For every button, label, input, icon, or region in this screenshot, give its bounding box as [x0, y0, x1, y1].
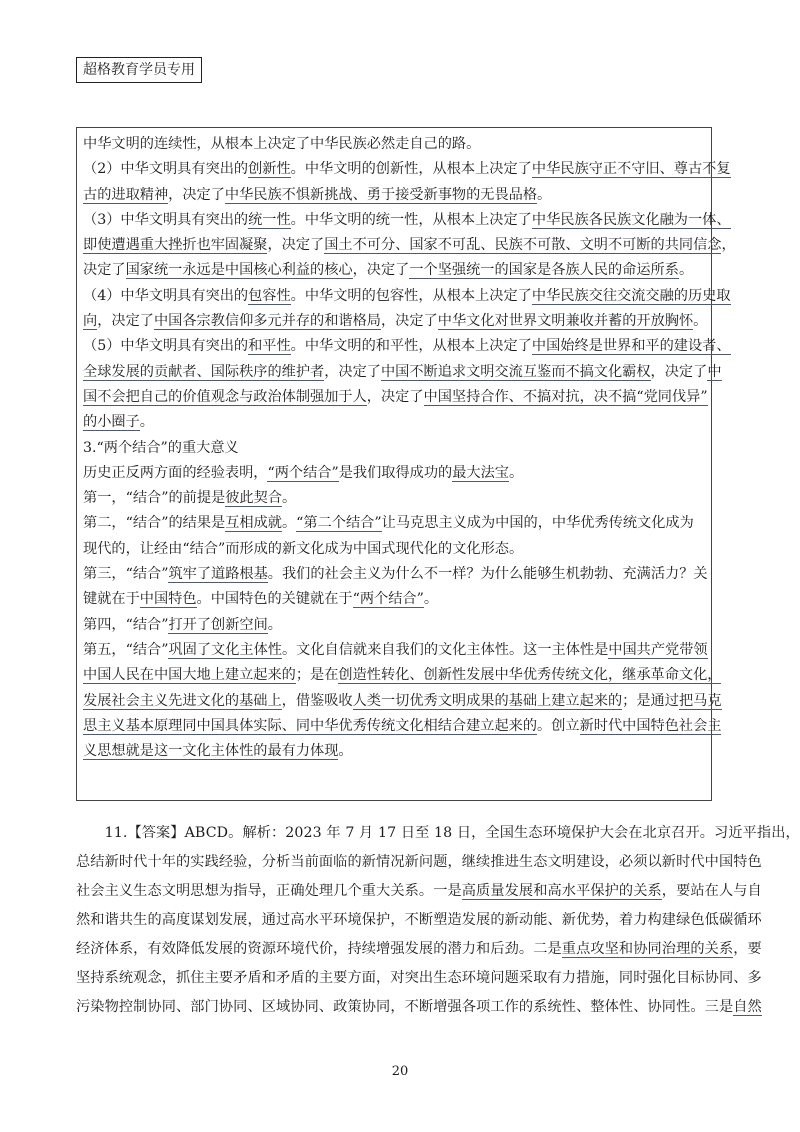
box-text-line: [83, 436, 705, 461]
text-segment: ，决定了: [324, 363, 381, 380]
underlined-key-phrase: “两个结合”: [267, 464, 339, 481]
box-text-line: [83, 233, 736, 258]
box-text-line: [83, 157, 731, 182]
underlined-key-phrase: 高质量发展和高水平保护的关系: [461, 883, 662, 899]
answer-text-line: [76, 877, 762, 906]
box-text-line: [83, 334, 731, 359]
underlined-key-phrase: 中国特色: [139, 591, 197, 608]
box-text-line: [83, 360, 722, 385]
underlined-key-phrase: 筑牢了道路根基: [168, 566, 268, 583]
answer-text-line: [76, 906, 762, 935]
underlined-key-phrase: 向: [83, 313, 98, 330]
text-segment: ；是通过: [622, 692, 679, 709]
text-segment: 污染物控制协同、部门协同、区域协同、政策协同，不断增强各项工作的系统性、整体性、协同性。三是: [76, 999, 734, 1015]
box-text-line: [83, 486, 705, 511]
underlined-key-phrase: 思主义基本原理同中国具体实际、同中华优秀传统文化相结合建立起来的: [83, 717, 538, 734]
underlined-key-phrase: 中华民族交往交流交融的历史取: [531, 287, 731, 304]
text-segment: 总结新时代十年的实践经验，分析当前面临的新情况新问题，继续推进生态文明建设，必须以新时代中国特色: [76, 854, 762, 870]
text-segment: （5）中华文明具有突出的: [83, 338, 249, 355]
text-segment: ，决定了: [366, 388, 424, 405]
text-segment: 现代的，让经由“结合”而形成的新文化成为中国式现代化的文化形态。: [83, 540, 524, 557]
text-segment: 社会主义生态文明思想为指导，正确处理几个重大关系。一是: [76, 883, 462, 899]
box-text-line: [83, 714, 722, 739]
text-segment: 。: [693, 313, 708, 330]
text-segment: 坚持系统观念，抓住主要矛盾和矛盾的主要方面，对突出生态环境问题采取有力措施，同时强化目标协同、多: [76, 970, 762, 986]
box-text-line: [83, 663, 722, 688]
underlined-key-phrase: 创新性: [248, 161, 291, 178]
text-segment: 。: [423, 591, 439, 608]
text-segment: ，要: [733, 941, 762, 957]
text-segment: 。中国特色的关键就在于: [196, 591, 353, 608]
underlined-key-phrase: 重点攻坚和协同治理的关系: [561, 941, 734, 957]
box-text-line: [83, 309, 708, 334]
answer-text-line: [76, 848, 762, 877]
text-segment: 。创立: [537, 717, 580, 734]
text-segment: 。: [281, 490, 297, 507]
answer-text-line: [76, 819, 800, 848]
box-text-line: [83, 385, 708, 410]
box-text-line: [83, 739, 705, 764]
answer-text-line: [76, 935, 762, 964]
underlined-key-phrase: 发展社会主义先进文化的基础上: [83, 692, 282, 709]
text-segment: （2）中华文明具有突出的: [83, 161, 249, 178]
underlined-key-phrase: 巩固了文化主体性: [168, 641, 282, 658]
text-segment: 。中华文明的包容性，从根本上决定了: [290, 287, 532, 304]
underlined-key-phrase: “第二个结合”: [296, 515, 382, 532]
text-segment: 历史正反两方面的经验表明，: [83, 464, 268, 481]
box-text-line: [83, 537, 705, 562]
box-text-line: [83, 258, 705, 283]
text-segment: 。: [281, 515, 297, 532]
box-text-line: [83, 613, 705, 638]
box-text-line: [83, 587, 705, 612]
text-segment: ，决定了: [97, 313, 154, 330]
header-tag: 超格教育学员专用: [76, 57, 202, 83]
underlined-key-phrase: 人类一切优秀文明成果的基础上建立起来的: [352, 692, 623, 709]
underlined-key-phrase: 中国人民在中国大地上建立起来的: [83, 667, 296, 684]
text-segment: ；是在: [295, 667, 339, 684]
text-segment: 。中华文明的统一性，从根本上决定了: [290, 211, 532, 228]
box-text-line: [83, 132, 705, 157]
underlined-key-phrase: 最大法宝: [452, 464, 509, 481]
text-segment: 。中华文明的和平性，从根本上决定了: [290, 338, 532, 355]
answer-text-line: [76, 993, 762, 1022]
text-segment: ，决定了: [168, 186, 225, 203]
box-text-line: [83, 461, 705, 486]
underlined-key-phrase: 国土不可分、国家不可乱、民族不可散、文明不可断的共同信念: [324, 237, 722, 254]
text-segment: 。: [537, 186, 552, 203]
underlined-key-phrase: 中国共产党带领: [608, 641, 708, 658]
box-text-line: [83, 183, 705, 208]
text-segment: ，借鉴吸收: [281, 692, 353, 709]
text-segment: ，决定了: [380, 313, 438, 330]
underlined-key-phrase: 和平性: [248, 338, 291, 355]
text-segment: 11.【答案】ABCD。解析：2023 年 7 月 17 日至 18 日，全国生态环境保护大会在北京召开。习近平指出，: [76, 825, 800, 841]
text-segment: 。文化自信就来自我们的文化主体性。这一主体性是: [281, 641, 609, 658]
answer-text-line: [76, 964, 762, 993]
text-segment: 。: [509, 464, 524, 481]
box-text-line: [83, 208, 731, 233]
underlined-key-phrase: 中国各宗教信仰多元并存的和谐格局: [153, 313, 381, 330]
underlined-key-phrase: 中: [707, 363, 722, 380]
underlined-key-phrase: 打开了创新空间: [168, 616, 268, 633]
text-segment: ，决定了: [650, 363, 708, 380]
underlined-key-phrase: 中华民族不惧新挑战、勇于接受新事物的无畏品格: [224, 186, 538, 203]
text-segment: 。: [139, 414, 154, 431]
underlined-key-phrase: 中华文化对世界文明兼收并蓄的开放胸怀: [437, 313, 694, 330]
text-segment: 让马克思主义成为中国的，中华优秀传统文化成为: [381, 515, 694, 532]
page-number: 20: [391, 1064, 409, 1079]
underlined-key-phrase: 的小圈子: [83, 414, 140, 431]
text-segment: 决定了: [83, 262, 126, 279]
text-segment: 第三，“结合”: [83, 566, 169, 583]
text-segment: （4）中华文明具有突出的: [83, 287, 249, 304]
underlined-key-phrase: 创造性转化、创新性发展中华优秀传统文化，继承革命文化，: [338, 667, 722, 684]
underlined-key-phrase: 中国不断追求文明交流互鉴而不搞文化霸权: [380, 363, 651, 380]
underlined-key-phrase: 新时代中国特色社会主: [579, 717, 722, 734]
underlined-key-phrase: “两个结合”: [352, 591, 424, 608]
text-segment: 3.“两个结合”的重大意义: [83, 439, 239, 456]
underlined-key-phrase: 把马克: [678, 692, 722, 709]
text-segment: 。: [267, 616, 282, 633]
underlined-key-phrase: 中国始终是世界和平的建设者、: [531, 338, 731, 355]
underlined-key-phrase: 包容性: [248, 287, 291, 304]
box-text-line: [83, 511, 705, 536]
text-segment: ，: [721, 237, 736, 254]
answer-section: [76, 819, 800, 1022]
text-segment: 中华文明的连续性，从根本上决定了中华民族必然走自己的路。: [83, 136, 481, 152]
underlined-key-phrase: 中国坚持合作、不搞对抗，决不搞“党同伐异”: [423, 388, 708, 405]
box-text-line: [83, 284, 731, 309]
underlined-key-phrase: 全球发展的贡献者、国际秩序的维护者: [83, 363, 325, 380]
box-text-line: [83, 689, 722, 714]
text-segment: 经济体系，有效降低发展的资源环境代价，持续增强发展的潜力和后劲。二是: [76, 941, 562, 957]
underlined-key-phrase: 国不会把自己的价值观念与政治体制强加于人: [83, 388, 367, 405]
underlined-key-phrase: 一个坚强统一的国家是各族人民的命运所系: [409, 262, 679, 279]
text-segment: 。我们的社会主义为什么不一样？为什么能够生机勃勃、充满活力？关: [267, 566, 708, 583]
underlined-key-phrase: 义思想就是这一文化主体性的最有力体现: [83, 743, 339, 760]
content-box: [76, 127, 736, 801]
box-text-line: [83, 410, 705, 435]
box-text-line: [83, 638, 708, 663]
underlined-key-phrase: 古的进取精神: [83, 186, 169, 203]
text-segment: 键就在于: [83, 591, 140, 608]
underlined-key-phrase: 即使遭遇重大挫折也牢固凝聚: [83, 237, 268, 254]
text-segment: ，决定了: [352, 262, 410, 279]
underlined-key-phrase: 统一性: [248, 211, 291, 228]
underlined-key-phrase: 国家统一永远是中国核心利益的核心: [125, 262, 353, 279]
text-segment: （3）中华文明具有突出的: [83, 211, 249, 228]
underlined-key-phrase: 中华民族守正不守旧、尊古不复: [531, 161, 731, 178]
text-segment: 第二，“结合”的结果是: [83, 515, 226, 532]
text-segment: 第一，“结合”的前提是: [83, 490, 226, 507]
box-text-line: [83, 562, 708, 587]
text-segment: ，要站在人与自: [661, 883, 762, 899]
text-segment: ，决定了: [267, 237, 325, 254]
underlined-key-phrase: 中华民族各民族文化融为一体、: [531, 211, 731, 228]
underlined-key-phrase: 互相成就: [225, 515, 282, 532]
underlined-key-phrase: 彼此契合: [225, 490, 282, 507]
text-segment: 。: [338, 743, 353, 760]
text-segment: 。: [678, 262, 694, 279]
text-segment: 。中华文明的创新性，从根本上决定了: [290, 161, 532, 178]
text-segment: 是我们取得成功的: [338, 464, 453, 481]
text-segment: 第五，“结合”: [83, 641, 169, 658]
text-segment: 第四，“结合”: [83, 616, 169, 633]
underlined-key-phrase: 自然: [733, 999, 762, 1015]
text-segment: 然和谐共生的高度谋划发展，通过高水平环境保护，不断塑造发展的新动能、新优势，着力构建绿色低碳循环: [76, 912, 762, 928]
